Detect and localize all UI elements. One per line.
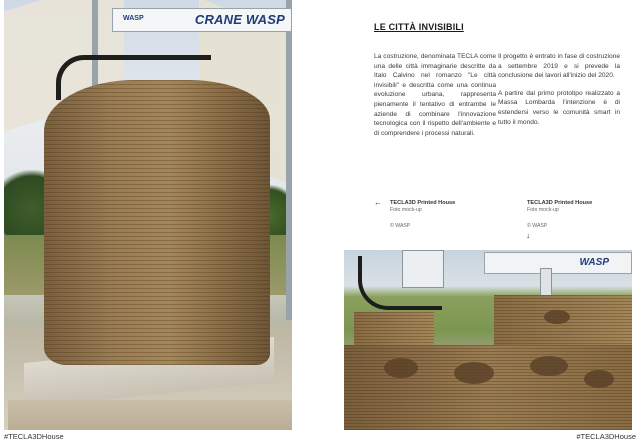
caption-subtitle: Foto mock-up <box>390 207 422 213</box>
caption-title: TECLA3D Printed House <box>527 200 593 206</box>
crane-tower <box>286 0 292 320</box>
printer-head <box>402 250 444 288</box>
wall-infill-cell <box>530 356 568 376</box>
crane-sign: CRANE WASP <box>194 12 285 27</box>
wall-infill-cell <box>454 362 494 384</box>
printed-earth-wall <box>344 345 632 430</box>
section-title: LE CITTÀ INVISIBILI <box>374 22 464 32</box>
text-column-1 <box>374 52 496 146</box>
paragraph: La costruzione, denominata TECLA come una delle città immaginarie descritte da Italo Calvino nel romanzo "Le città invisibili" e descritta come una continua evoluzione urbana, rappresenta pienamente il tentativo di entrambe le aziende di combinare l'innovazione tecnologica con il rispetto dell'ambiente e di comprendere i processi naturali. <box>374 53 496 137</box>
arrow-down-icon: ↓ <box>526 231 530 240</box>
photo-caption-left <box>390 200 455 230</box>
paragraph: A partire dal primo prototipo realizzato a Massa Lombarda l'intenzione è di estendersi verso le comunità smart in tutto il mondo. <box>498 89 620 126</box>
caption-title: TECLA3D Printed House <box>390 200 456 206</box>
tecla-construction-photo <box>344 250 632 430</box>
text-column-2 <box>498 52 620 135</box>
crane-beam <box>112 8 292 32</box>
crane-sign-small: WASP <box>123 15 144 22</box>
wall-infill-cell <box>544 310 570 324</box>
crane-beam <box>484 252 632 274</box>
printed-earth-wall <box>44 80 270 365</box>
photo-caption-right <box>527 200 592 230</box>
arrow-left-icon: ← <box>374 198 382 207</box>
wall-infill-cell <box>384 358 418 378</box>
caption-subtitle: Foto mock-up <box>527 207 559 213</box>
crane-sign: WASP <box>579 257 609 268</box>
paragraph: Il progetto è entrato in fase di costruzione a settembre 2019 e si prevede la conclusione dei lavori all'inizio del 2020. <box>498 53 620 80</box>
hashtag-footer-right: #TECLA3DHouse <box>576 432 636 441</box>
caption-credit: © WASP <box>527 223 548 229</box>
wall-infill-cell <box>584 370 614 388</box>
ground-foreground <box>8 400 292 430</box>
caption-credit: © WASP <box>390 223 411 229</box>
hashtag-footer-left: #TECLA3DHouse <box>4 432 64 441</box>
tecla-house-photo <box>4 0 292 430</box>
